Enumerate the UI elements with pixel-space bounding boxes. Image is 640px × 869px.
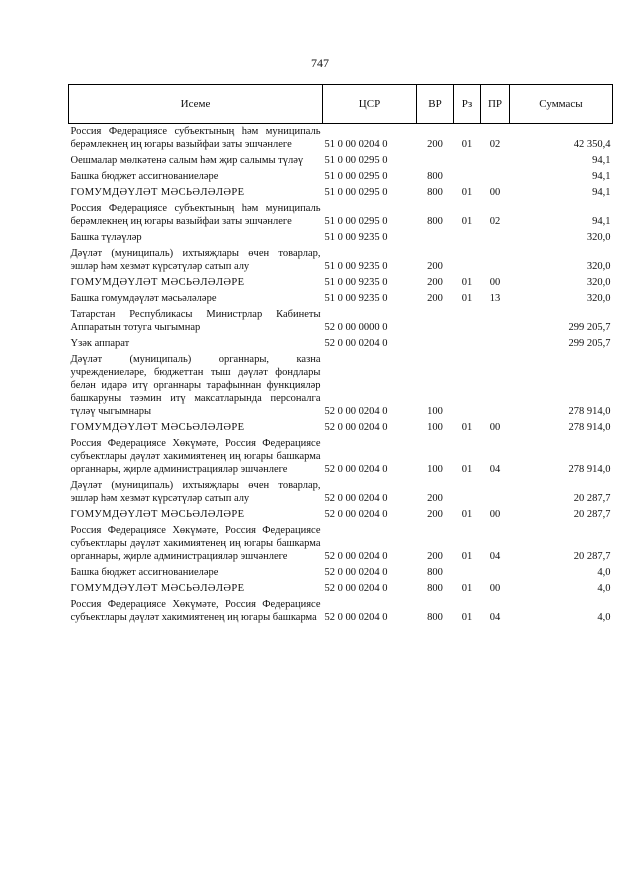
cell-sum: 94,1 (592, 187, 611, 198)
cell-pr: 02 (489, 216, 501, 227)
cell-rz (454, 230, 481, 246)
cell-csr: 51 0 00 0295 0 (324, 171, 388, 182)
cell-vr (417, 230, 454, 246)
table-row (69, 230, 613, 246)
cell-rz: 01 (461, 583, 473, 594)
cell-pr: 04 (489, 551, 501, 562)
cell-name: Башка бюджет ассигнованиеләре (70, 567, 219, 578)
cell-pr: 00 (489, 187, 501, 198)
cell-name: Россия Федерациясе Хөкүмәте, Россия Федерациясе субъектлары дәүләт хакимиятенең иң югары башкарма (70, 599, 321, 623)
cell-csr: 51 0 00 9235 0 (324, 277, 388, 288)
cell-csr: 52 0 00 0204 0 (324, 567, 388, 578)
cell-pr: 00 (489, 583, 501, 594)
cell-name: ГОМУМДӘҮЛӘТ МӘСЬӘЛӘЛӘРЕ (70, 509, 245, 520)
cell-vr: 800 (427, 612, 443, 623)
header-csr: ЦСР (323, 85, 417, 124)
cell-pr (481, 336, 510, 352)
cell-name: Дәүләт (муниципаль) ихтыяҗлары өчен товарлар, эшләр һәм хезмәт күрсәтүләр сатып алу (70, 248, 321, 272)
cell-csr: 52 0 00 0204 0 (324, 422, 388, 433)
cell-vr (417, 307, 454, 336)
cell-vr (417, 153, 454, 169)
header-vr: ВР (417, 85, 454, 124)
table-row (69, 420, 613, 436)
cell-vr: 800 (427, 583, 443, 594)
cell-name: ГОМУМДӘҮЛӘТ МӘСЬӘЛӘЛӘРЕ (70, 187, 245, 198)
cell-rz: 01 (461, 509, 473, 520)
cell-sum: 42 350,4 (573, 139, 611, 150)
cell-vr: 200 (427, 139, 443, 150)
table-row (69, 336, 613, 352)
cell-vr: 100 (427, 464, 443, 475)
cell-csr: 52 0 00 0204 0 (324, 338, 388, 349)
cell-vr: 800 (427, 187, 443, 198)
cell-name: Дәүләт (муниципаль) ихтыяҗлары өчен товарлар, эшләр һәм хезмәт күрсәтүләр сатып алу (70, 480, 321, 504)
table-row (69, 436, 613, 478)
cell-rz (454, 246, 481, 275)
cell-vr: 200 (427, 293, 443, 304)
cell-name: ГОМУМДӘҮЛӘТ МӘСЬӘЛӘЛӘРЕ (70, 583, 245, 594)
cell-sum: 94,1 (592, 171, 611, 182)
cell-sum: 20 287,7 (573, 509, 611, 520)
cell-name: Башка түләүләр (70, 232, 142, 243)
cell-rz (454, 336, 481, 352)
cell-csr: 51 0 00 0295 0 (324, 187, 388, 198)
cell-vr: 800 (427, 171, 443, 182)
cell-name: Россия Федерациясе субъектының һәм муниципаль берәмлекнең иң югары вазыйфаи заты эшчәнлеге (70, 203, 321, 227)
cell-pr (481, 307, 510, 336)
cell-rz (454, 352, 481, 420)
table-row (69, 507, 613, 523)
cell-sum: 20 287,7 (573, 493, 611, 504)
cell-name: Башка бюджет ассигнованиеләре (70, 171, 219, 182)
table-row (69, 565, 613, 581)
cell-vr: 200 (427, 551, 443, 562)
cell-pr (481, 153, 510, 169)
cell-rz (454, 169, 481, 185)
cell-csr: 52 0 00 0204 0 (324, 612, 388, 623)
cell-csr: 52 0 00 0204 0 (324, 583, 388, 594)
budget-table (68, 84, 613, 626)
cell-name: Россия Федерациясе субъектының һәм муниципаль берәмлекнең иң югары вазыйфаи заты эшчәнлеге (70, 126, 321, 150)
cell-vr: 200 (427, 261, 443, 272)
cell-vr: 200 (427, 493, 443, 504)
table-row (69, 169, 613, 185)
cell-pr (481, 230, 510, 246)
cell-csr: 51 0 00 9235 0 (324, 232, 388, 243)
cell-pr: 00 (489, 422, 501, 433)
table-row (69, 523, 613, 565)
cell-pr: 00 (489, 509, 501, 520)
cell-rz: 01 (461, 422, 473, 433)
cell-sum: 320,0 (586, 232, 611, 243)
cell-vr: 100 (427, 406, 443, 417)
cell-sum: 94,1 (592, 216, 611, 227)
cell-sum: 320,0 (586, 293, 611, 304)
cell-rz: 01 (461, 216, 473, 227)
cell-csr: 51 0 00 0295 0 (324, 155, 388, 166)
cell-pr: 00 (489, 277, 501, 288)
cell-csr: 52 0 00 0204 0 (324, 406, 388, 417)
cell-sum: 299 205,7 (568, 322, 611, 333)
cell-rz (454, 307, 481, 336)
cell-csr: 52 0 00 0000 0 (324, 322, 388, 333)
cell-rz (454, 565, 481, 581)
cell-csr: 52 0 00 0204 0 (324, 493, 388, 504)
cell-rz: 01 (461, 187, 473, 198)
cell-rz: 01 (461, 293, 473, 304)
cell-sum: 278 914,0 (568, 406, 611, 417)
table-row (69, 291, 613, 307)
cell-vr: 200 (427, 509, 443, 520)
page-number: 747 (311, 56, 329, 70)
cell-name: Үзәк аппарат (70, 338, 130, 349)
cell-pr (481, 352, 510, 420)
cell-name: ГОМУМДӘҮЛӘТ МӘСЬӘЛӘЛӘРЕ (70, 277, 245, 288)
cell-csr: 52 0 00 0204 0 (324, 464, 388, 475)
cell-vr: 800 (427, 567, 443, 578)
table-row (69, 185, 613, 201)
table-body (69, 124, 613, 627)
cell-csr: 51 0 00 9235 0 (324, 261, 388, 272)
cell-vr: 100 (427, 422, 443, 433)
table-row (69, 201, 613, 230)
cell-vr: 200 (427, 277, 443, 288)
cell-rz: 01 (461, 277, 473, 288)
cell-pr: 02 (489, 139, 501, 150)
cell-pr: 04 (489, 464, 501, 475)
cell-rz (454, 153, 481, 169)
cell-sum: 320,0 (586, 261, 611, 272)
cell-csr: 52 0 00 0204 0 (324, 551, 388, 562)
cell-sum: 299 205,7 (568, 338, 611, 349)
cell-pr (481, 169, 510, 185)
cell-sum: 320,0 (586, 277, 611, 288)
cell-vr: 800 (427, 216, 443, 227)
cell-sum: 4,0 (597, 612, 611, 623)
table-row (69, 124, 613, 154)
cell-pr: 13 (489, 293, 501, 304)
cell-name: Россия Федерациясе Хөкүмәте, Россия Федерациясе субъектлары дәүләт хакимиятенең иң югары башкарма органнары, җирле администрацияләр эшчәнлеге (70, 438, 321, 475)
table-row (69, 478, 613, 507)
cell-name: Татарстан Республикасы Министрлар Кабинеты Аппаратын тотуга чыгымнар (70, 309, 321, 333)
table-row (69, 597, 613, 626)
cell-rz (454, 478, 481, 507)
cell-pr: 04 (489, 612, 501, 623)
cell-rz: 01 (461, 139, 473, 150)
cell-csr: 51 0 00 9235 0 (324, 293, 388, 304)
table-row (69, 352, 613, 420)
cell-sum: 20 287,7 (573, 551, 611, 562)
header-sum: Суммасы (510, 85, 613, 124)
cell-pr (481, 478, 510, 507)
cell-rz: 01 (461, 464, 473, 475)
cell-sum: 4,0 (597, 583, 611, 594)
cell-csr: 51 0 00 0295 0 (324, 216, 388, 227)
cell-rz: 01 (461, 551, 473, 562)
header-pr: ПР (481, 85, 510, 124)
cell-vr (417, 336, 454, 352)
cell-sum: 278 914,0 (568, 464, 611, 475)
table-row (69, 581, 613, 597)
cell-csr: 51 0 00 0204 0 (324, 139, 388, 150)
cell-pr (481, 246, 510, 275)
cell-name: Россия Федерациясе Хөкүмәте, Россия Федерациясе субъектлары дәүләт хакимиятенең иң югары башкарма органнары, җирле администрацияләр эшчәнлеге (70, 525, 321, 562)
cell-sum: 4,0 (597, 567, 611, 578)
header-name: Исеме (69, 85, 323, 124)
cell-pr (481, 565, 510, 581)
table-header (69, 85, 613, 124)
cell-name: Оешмалар мөлкәтенә салым һәм җир салымы түләү (70, 155, 304, 166)
table-row (69, 307, 613, 336)
cell-name: Башка гомумдәүләт мәсьәләләре (70, 293, 217, 304)
cell-name: ГОМУМДӘҮЛӘТ МӘСЬӘЛӘЛӘРЕ (70, 422, 245, 433)
cell-csr: 52 0 00 0204 0 (324, 509, 388, 520)
cell-rz: 01 (461, 612, 473, 623)
header-rz: Рз (454, 85, 481, 124)
table-row (69, 153, 613, 169)
cell-sum: 94,1 (592, 155, 611, 166)
cell-name: Дәүләт (муниципаль) органнары, казна учреждениеләре, бюджеттан тыш дәүләт фондлары белән идарә итү органнары тарафыннан функцияләр башкаруны тәэмин итү максатларында персоналга түләү чыгымнары (70, 354, 321, 417)
table-row (69, 246, 613, 275)
table-row (69, 275, 613, 291)
cell-sum: 278 914,0 (568, 422, 611, 433)
